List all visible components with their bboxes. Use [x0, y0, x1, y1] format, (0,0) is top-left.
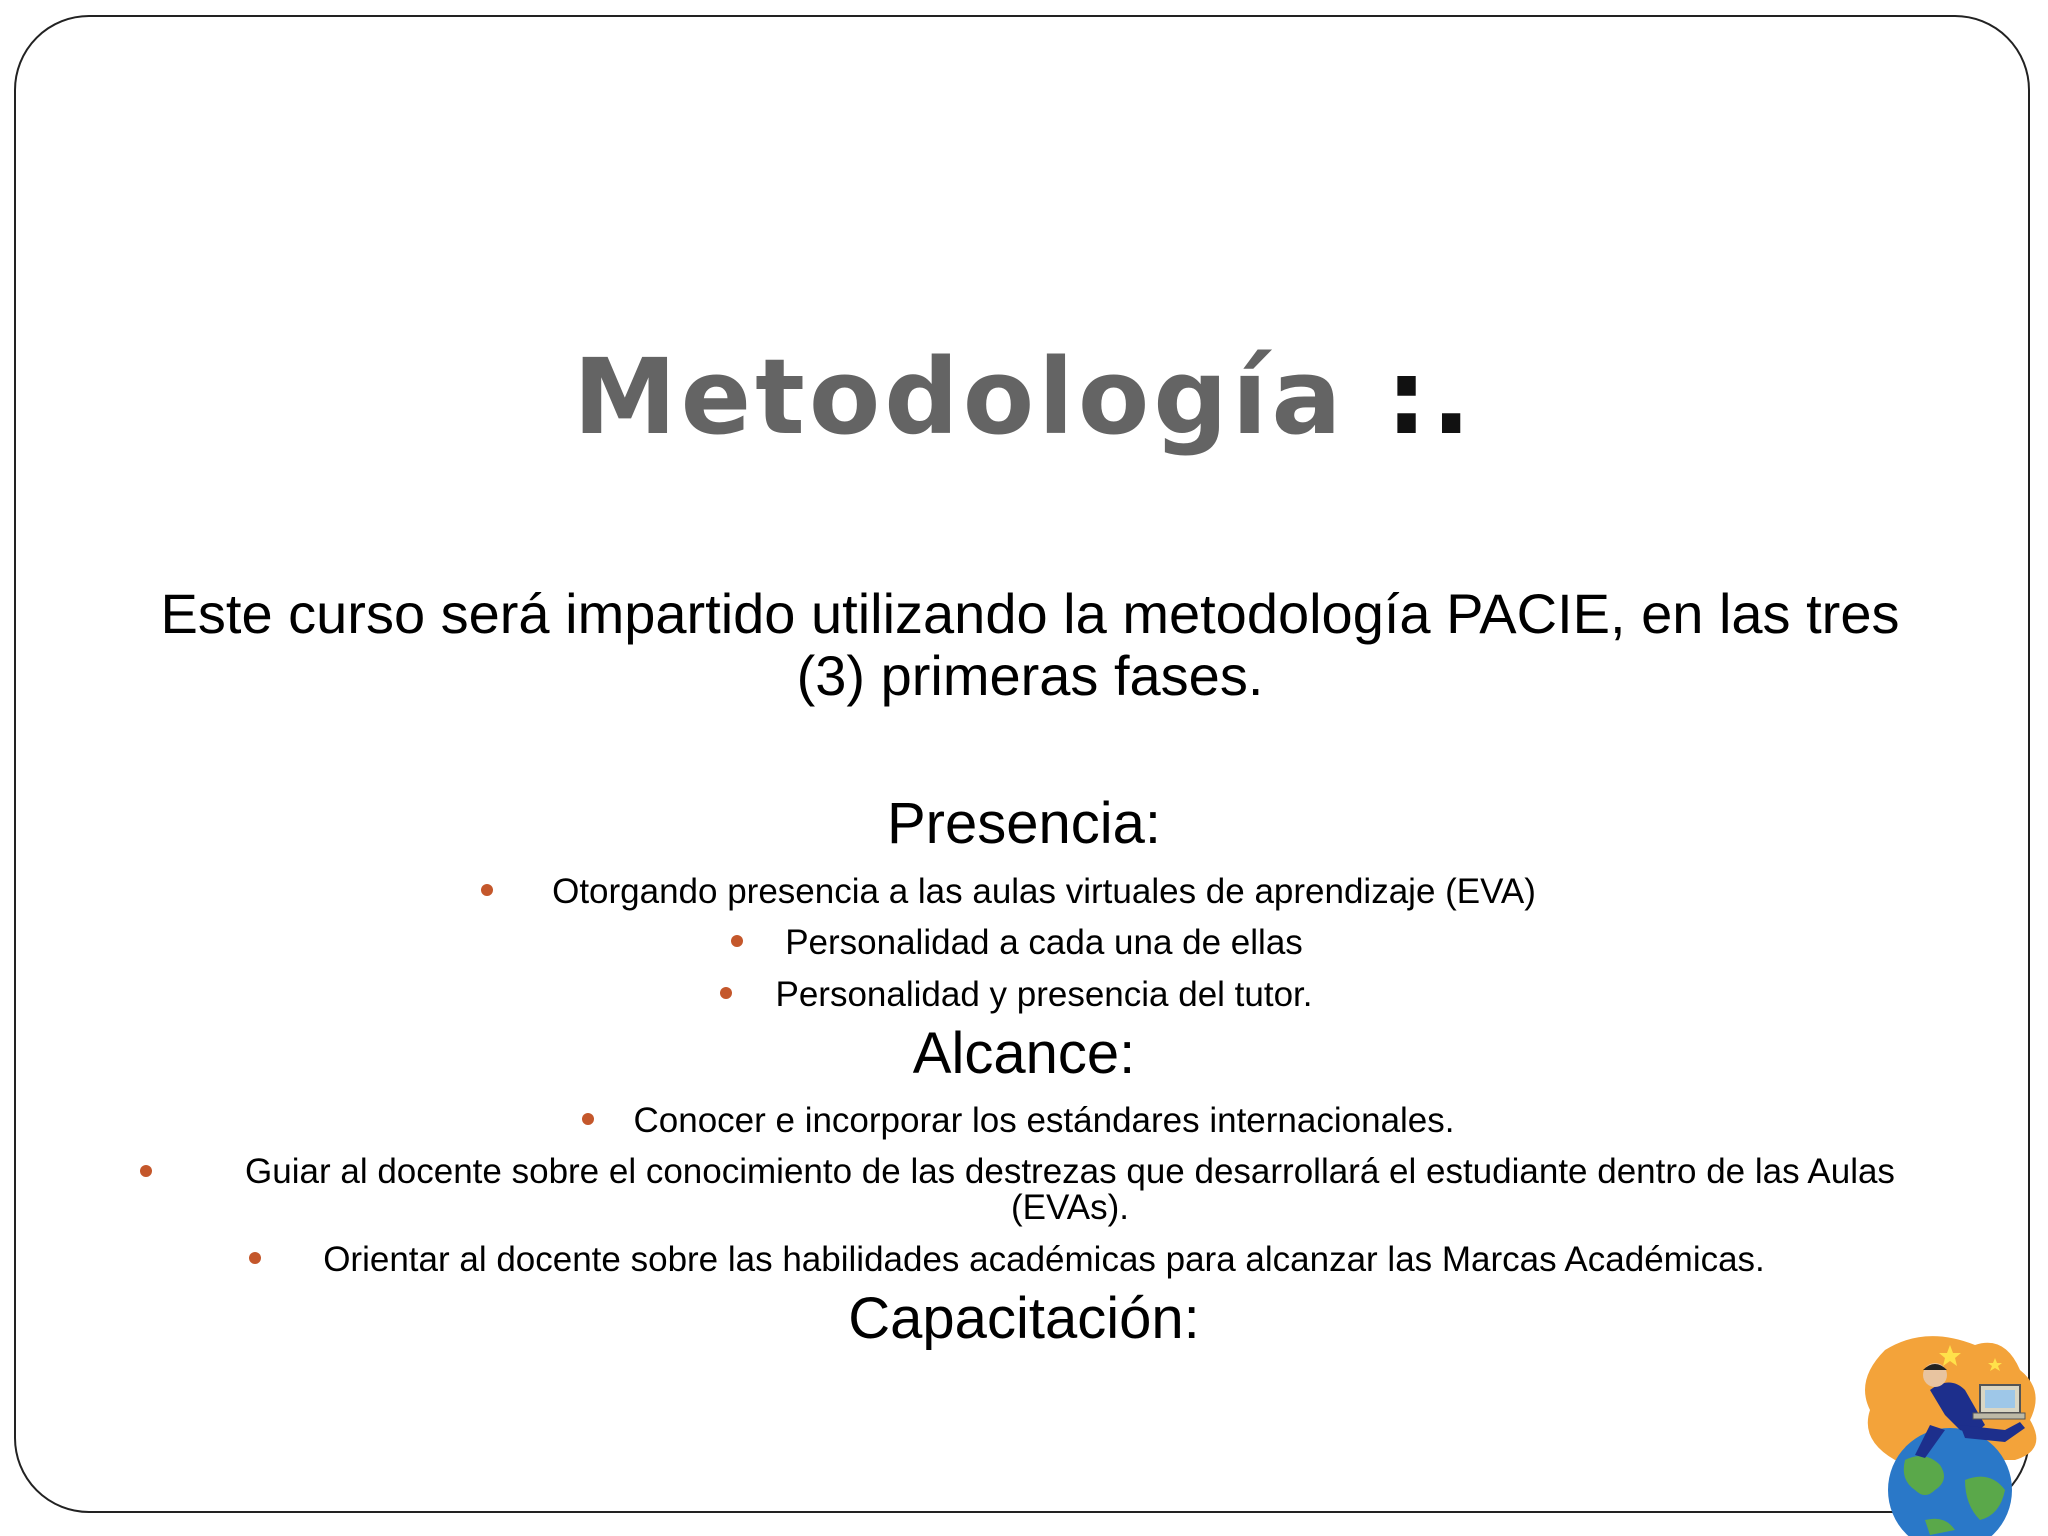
list-item: Guiar al docente sobre el conocimiento de las destrezas que desarrollará el estudiante dentro de las Aulas (EVAs).: [245, 1152, 1895, 1227]
bullet-icon: [140, 1165, 152, 1177]
title-text: Metodología: [573, 336, 1346, 458]
section-heading-alcance: Alcance:: [912, 1021, 1136, 1086]
section-heading-presencia: Presencia:: [886, 791, 1162, 856]
slide-title: [0, 336, 2048, 458]
section-heading-capacitacion: Capacitación:: [848, 1286, 1200, 1351]
businessman-on-globe-icon: [1855, 1330, 2048, 1536]
list-item: Conocer e incorporar los estándares internacionales.: [633, 1101, 1455, 1140]
title-suffix: :.: [1385, 336, 1475, 458]
list-item: Otorgando presencia a las aulas virtuales de aprendizaje (EVA): [552, 872, 1536, 911]
list-item: Orientar al docente sobre las habilidades académicas para alcanzar las Marcas Académicas.: [323, 1240, 1765, 1279]
list-item: Personalidad a cada una de ellas: [785, 923, 1303, 962]
list-item: Personalidad y presencia del tutor.: [775, 975, 1313, 1014]
intro-paragraph: Este curso será impartido utilizando la metodología PACIE, en las tres (3) primeras fases.: [160, 582, 1900, 707]
